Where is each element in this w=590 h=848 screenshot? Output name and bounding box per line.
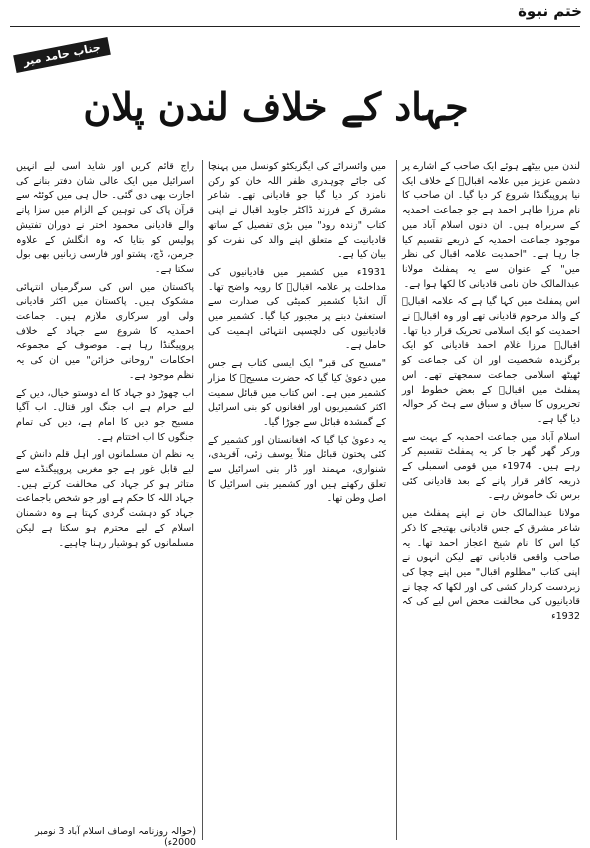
paragraph: یہ نظم ان مسلمانوں اور اہل قلم دانش کے لیے قابل غور ہے جو مغربی پروپیگنڈے سے متاثر ہو کر جہاد کی مخالفت کرتے ہیں۔ جہاد اللہ کا حکم ہے اور جو شخص باجماعت جہاد کو دہشت گردی کہتا ہے وہ دشمنان اسلام کے لیے محترم ہو سکتا ہے لیکن مسلمانوں کو ہوشیار رہنا چاہیے۔	[16, 449, 194, 549]
paragraph: اسلام آباد میں جماعت احمدیہ کے بہت سے ورکر گھر گھر جا کر یہ پمفلٹ تقسیم کر رہے ہیں۔ 1974ء میں قومی اسمبلی کے ذریعہ کافر قرار پانے کے بعد قادیانی کئی برس تک خاموش رہے۔	[402, 431, 580, 502]
paragraph: میں وائسرائے کی ایگزیکٹو کونسل میں پہنچا کی جائے چوہدری ظفر اللہ خان کو رکن نامزد کر دیا گیا جو قادیانی تھے۔ شاعر مشرق کے فرزند ڈاکٹر جاوید اقبال نے اپنی کتاب "زندہ رود" میں بڑی تفصیل کے ساتھ قادیانیت کے متعلق اپنے والد کی نفرت کو بیان کیا ہے۔	[208, 161, 386, 261]
article-column-2	[208, 160, 386, 510]
paragraph: راج قائم کریں اور شاید اسی لیے انہیں اسرائیل میں ایک عالی شان دفتر بنانے کی اجازت بھی دی گئی۔ حال ہی میں کوئٹہ سے قرآن پاک کی توہین کے الزام میں سزا پانے والے قادیانی محمود اختر نے دوران تفتیش پولیس کو بتایا کہ وہ انگلش کے علاوہ جرمن، ڈچ، پشتو اور فارسی زبانیں بھی بول سکتا ہے۔	[16, 161, 194, 275]
article-column-3	[16, 160, 194, 554]
source-citation: (حوالہ روزنامہ اوصاف اسلام آباد 3 نومبر 2000ء)	[35, 826, 196, 848]
byline-tag: جناب حامد میر صاحب	[13, 37, 111, 73]
paragraph: لندن میں بیٹھے ہوئے ایک صاحب کے اشارے پر دشمن عزیز میں علامہ اقبالؒ کے خلاف ایک نیا پروپیگنڈا شروع کر دیا گیا۔ ان صاحب کا نام مرزا طاہر احمد ہے جو جماعت احمدیہ کے سربراہ ہیں۔ ان دنوں اسلام آباد میں موجود جماعت احمدیہ کے ذریعے تقسیم کیا جا رہا ہے۔ "احمدیت علامہ اقبال کی نظر میں" کے عنوان سے یہ پمفلٹ مولانا عبدالمالک خان نامی قادیانی کا لکھا ہوا ہے۔	[402, 161, 580, 290]
column-divider	[202, 160, 203, 840]
paragraph: 1931ء میں کشمیر میں قادیانیوں کی مداخلت پر علامہ اقبالؒ کا رویہ واضح تھا۔ آل انڈیا کشمیر کمیٹی کی صدارت سے استعفیٰ دینے پر مجبور کیا گیا۔ کشمیر میں قادیانیوں کی دلچسپی انتہائی اہمیت کی حامل ہے۔	[208, 266, 386, 352]
paragraph: "مسیح کی قبر" ایک ایسی کتاب ہے جس میں دعویٰ کیا گیا کہ حضرت مسیحؑ کا مزار کشمیر میں ہے۔ اس کتاب میں قبائل سمیت اکثر کشمیریوں اور افغانوں کو بنی اسرائیل کے گمشدہ قبائل سے جوڑا گیا۔	[208, 358, 386, 428]
masthead-logo: ختم نبوة	[518, 2, 582, 20]
column-divider	[396, 160, 397, 840]
article-column-1	[402, 160, 580, 628]
paragraph: مولانا عبدالمالک خان نے اپنے پمفلٹ میں شاعر مشرق کے جس قادیانی بھتیجے کا ذکر کیا اس کا نام شیخ اعجاز احمد تھا۔ یہ صاحب واقعی قادیانی تھے لیکن انہوں نے اپنی کتاب "مظلوم اقبال" میں اپنے چچا کی زبردست کردار کشی کی اور لکھا کہ چچا نے قادیانیوں کی مخالفت محض اس لیے کی کہ 1932ء	[402, 508, 580, 623]
paragraph: اب چھوڑ دو جہاد کا اے دوستو خیال، دیں کے لیے حرام ہے اب جنگ اور قتال۔ اب آگیا مسیح جو دیں کا امام ہے، دیں کی تمام جنگوں کا اب اختتام ہے۔	[16, 387, 194, 443]
masthead-rule	[10, 26, 580, 27]
paragraph: یہ دعویٰ کیا گیا کہ افغانستان اور کشمیر کے کئی پختون قبائل مثلاً یوسف زئی، آفریدی، شنواری، مہمند اور ڈار بنی اسرائیل سے تعلق رکھتے ہیں اور کشمیر بنی اسرائیل کا اصل وطن تھا۔	[208, 434, 386, 505]
article-headline: جہاد کے خلاف لندن پلان	[83, 84, 469, 129]
paragraph: پاکستان میں اس کی سرگرمیاں انتہائی مشکوک ہیں۔ پاکستان میں اکثر قادیانی ولی اور سرکاری ملازم ہیں۔ جماعت احمدیہ کا شروع سے جہاد کے خلاف پروپیگنڈا رہا ہے۔ موصوف کے مجموعہ احکامات "روحانی خزائن" میں ان کی یہ نظم موجود ہے۔	[16, 281, 194, 381]
paragraph: اس پمفلٹ میں کہا گیا ہے کہ علامہ اقبالؒ کے والد مرحوم قادیانی تھے اور وہ اقبالؒ نے احمدیت کو ایک اسلامی تحریک قرار دیا تھا۔ اقبالؒ مرزا غلام احمد قادیانی کو ایک برگزیدہ شخصیت اور ان کی جماعت کو ٹھیٹھ اسلامی جماعت سمجھتے تھے۔ اس پمفلٹ میں اقبالؒ کے بعض خطوط اور تحریروں کا سیاق و سباق سے ہٹ کر حوالہ دیا گیا ہے۔	[402, 296, 580, 425]
